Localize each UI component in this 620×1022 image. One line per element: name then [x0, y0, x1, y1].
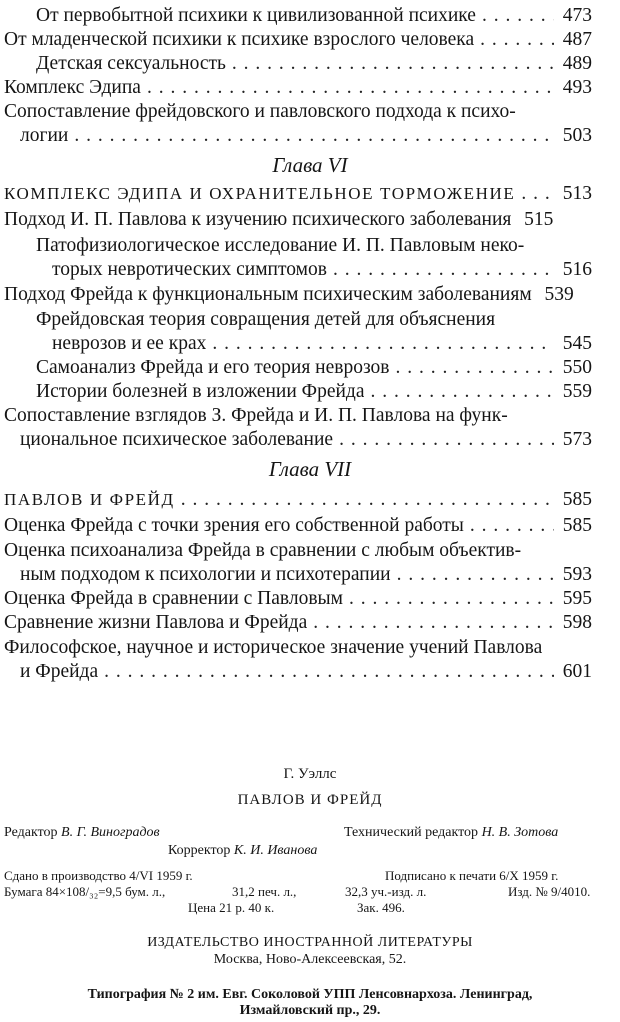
- toc-leader-dots: [74, 124, 554, 148]
- imprint-pub-sheets: 32,3 уч.-изд. л.: [345, 884, 427, 899]
- toc-entry: [36, 52, 592, 76]
- imprint-pub-number: Изд. № 9/4010.: [508, 884, 591, 899]
- editor-label: Редактор: [4, 825, 58, 840]
- toc-entry-page: 513: [562, 183, 592, 204]
- imprint-address: Москва, Ново-Алексеевская, 52.: [213, 952, 407, 967]
- toc-entry-page: 601: [562, 661, 592, 682]
- toc-leader-dots: [212, 332, 554, 356]
- toc-entry-page: 595: [562, 588, 592, 609]
- toc-entry: [20, 563, 592, 587]
- toc-leader-dots: [333, 258, 554, 282]
- toc-entry-text: неврозов и ее крах: [52, 333, 207, 354]
- toc-entry: [52, 332, 592, 356]
- toc-entry: [4, 76, 592, 100]
- toc-entry: [4, 514, 592, 538]
- toc-leader-dots: [396, 356, 554, 380]
- toc-entry: [4, 182, 592, 206]
- toc-entry-page: 493: [562, 77, 592, 98]
- imprint-editor: [4, 825, 160, 841]
- toc-entry-page: 503: [562, 125, 592, 146]
- toc-leader-dots: [349, 587, 554, 611]
- toc-entry: [20, 428, 592, 452]
- toc-entry-text: Оценка Фрейда с точки зрения его собственной работы: [4, 515, 464, 536]
- toc-entry: [4, 488, 592, 512]
- toc-leader-dots: [370, 380, 554, 404]
- imprint-publisher: ИЗДАТЕЛЬСТВО ИНОСТРАННОЙ ЛИТЕРАТУРЫ: [147, 935, 473, 950]
- toc-entry-page: 473: [562, 5, 592, 26]
- toc-leader-dots: [147, 76, 554, 100]
- toc-entry-text: логии: [20, 125, 69, 146]
- toc-entry-text: Истории болезней в изложении Фрейда: [36, 381, 365, 402]
- toc-entry-text: ным подходом к психологии и психотерапии: [20, 564, 391, 585]
- toc-leader-dots: [521, 182, 554, 206]
- chapter-heading: Глава VII: [268, 457, 352, 481]
- imprint-author: Г. Уэллс: [283, 766, 337, 782]
- corrector-name: К. И. Иванова: [233, 843, 318, 858]
- imprint-printer-address: Измайловский пр., 29.: [239, 1003, 381, 1018]
- imprint-order: Зак. 496.: [357, 900, 405, 915]
- toc-leader-dots: [470, 514, 554, 538]
- chapter-heading: Глава VI: [272, 153, 348, 177]
- toc-entry: [4, 611, 592, 635]
- toc-entry-page: 539: [544, 284, 574, 305]
- toc-entry: [36, 356, 592, 380]
- toc-entry-text: Детская сексуальность: [36, 53, 226, 74]
- toc-entry-page: 550: [562, 357, 592, 378]
- toc-entry: [20, 660, 592, 684]
- toc-leader-dots: [313, 611, 554, 635]
- toc-entry: [4, 283, 592, 307]
- toc-leader-dots: [181, 488, 554, 512]
- toc-entry-page: 516: [562, 259, 592, 280]
- toc-entry: [52, 258, 592, 282]
- toc-entry-page: 593: [562, 564, 592, 585]
- toc-entry: [36, 380, 592, 404]
- toc-leader-dots: [232, 52, 554, 76]
- toc-leader-dots: [482, 4, 554, 28]
- toc-entry: [4, 28, 592, 52]
- toc-entry-page: 489: [562, 53, 592, 74]
- imprint-title: ПАВЛОВ И ФРЕЙД: [237, 792, 383, 808]
- toc-entry-page: 545: [562, 333, 592, 354]
- toc-entry-text: Сравнение жизни Павлова и Фрейда: [4, 612, 308, 633]
- imprint-print-sheets: 31,2 печ. л.,: [232, 884, 297, 899]
- toc-entry: [36, 4, 592, 28]
- tech-editor-label: Технический редактор: [344, 825, 479, 840]
- toc-entry-page: 559: [562, 381, 592, 402]
- toc-entry-page: 598: [562, 612, 592, 633]
- toc-entry-page: 487: [562, 29, 592, 50]
- toc-entry: [4, 208, 592, 232]
- toc-entry-page: 515: [524, 209, 554, 230]
- toc-entry-text: циональное психическое заболевание: [20, 429, 334, 450]
- toc-entry-text: Патофизиологическое исследование И. П. Павловым неко-: [36, 235, 525, 256]
- toc-entry-page: 585: [562, 515, 592, 536]
- toc-entry-page: 585: [562, 489, 592, 510]
- toc-entry-text: От младенческой психики к психике взрослого человека: [4, 29, 475, 50]
- toc-entry-text: и Фрейда: [20, 661, 99, 682]
- imprint-paper: Бумага 84×108/₃₂=9,5 бум. л.,: [4, 884, 166, 899]
- toc-entry-text: Комплекс Эдипа: [4, 77, 141, 98]
- toc-entry-text: Подход Фрейда к функциональным психическим заболеваниям: [4, 284, 532, 305]
- toc-leader-dots: [104, 660, 554, 684]
- toc-entry-text: Сопоставление фрейдовского и павловского подхода к психо-: [4, 101, 516, 122]
- toc-entry-text: ПАВЛОВ И ФРЕЙД: [4, 490, 175, 509]
- toc-leader-dots: [480, 28, 554, 52]
- toc-leader-dots: [339, 428, 554, 452]
- toc-entry: [4, 587, 592, 611]
- toc-entry: [20, 124, 592, 148]
- toc-entry-text: От первобытной психики к цивилизованной психике: [36, 5, 476, 26]
- toc-entry-page: 573: [562, 429, 592, 450]
- toc-leader-dots: [397, 563, 554, 587]
- imprint-corrector: [168, 843, 317, 859]
- corrector-label: Корректор: [168, 843, 231, 858]
- toc-entry-text: Сопоставление взглядов З. Фрейда и И. П. Павлова на функ-: [4, 405, 508, 426]
- imprint-price: Цена 21 р. 40 к.: [188, 900, 275, 915]
- toc-entry-text: КОМПЛЕКС ЭДИПА И ОХРАНИТЕЛЬНОЕ ТОРМОЖЕНИЕ: [4, 184, 516, 203]
- imprint-production-date: Сдано в производство 4/VI 1959 г.: [4, 868, 193, 883]
- toc-entry-text: Оценка Фрейда в сравнении с Павловым: [4, 588, 343, 609]
- imprint-signed-date: Подписано к печати 6/X 1959 г.: [385, 868, 559, 883]
- toc-entry-text: торых невротических симптомов: [52, 259, 327, 280]
- imprint-printer: Типография № 2 им. Евг. Соколовой УПП Ленсовнархоза. Ленинград,: [87, 987, 533, 1002]
- toc-entry-text: Фрейдовская теория совращения детей для объяснения: [36, 309, 496, 330]
- toc-entry-text: Самоанализ Фрейда и его теория неврозов: [36, 357, 390, 378]
- tech-editor-name: Н. В. Зотова: [481, 825, 559, 840]
- editor-name: В. Г. Виноградов: [61, 825, 160, 840]
- imprint-tech-editor: [344, 825, 558, 841]
- toc-entry-text: Философское, научное и историческое значение учений Павлова: [4, 637, 543, 658]
- toc-entry-text: Подход И. П. Павлова к изучению психического заболевания: [4, 209, 512, 230]
- toc-entry-text: Оценка психоанализа Фрейда в сравнении с любым объектив-: [4, 540, 522, 561]
